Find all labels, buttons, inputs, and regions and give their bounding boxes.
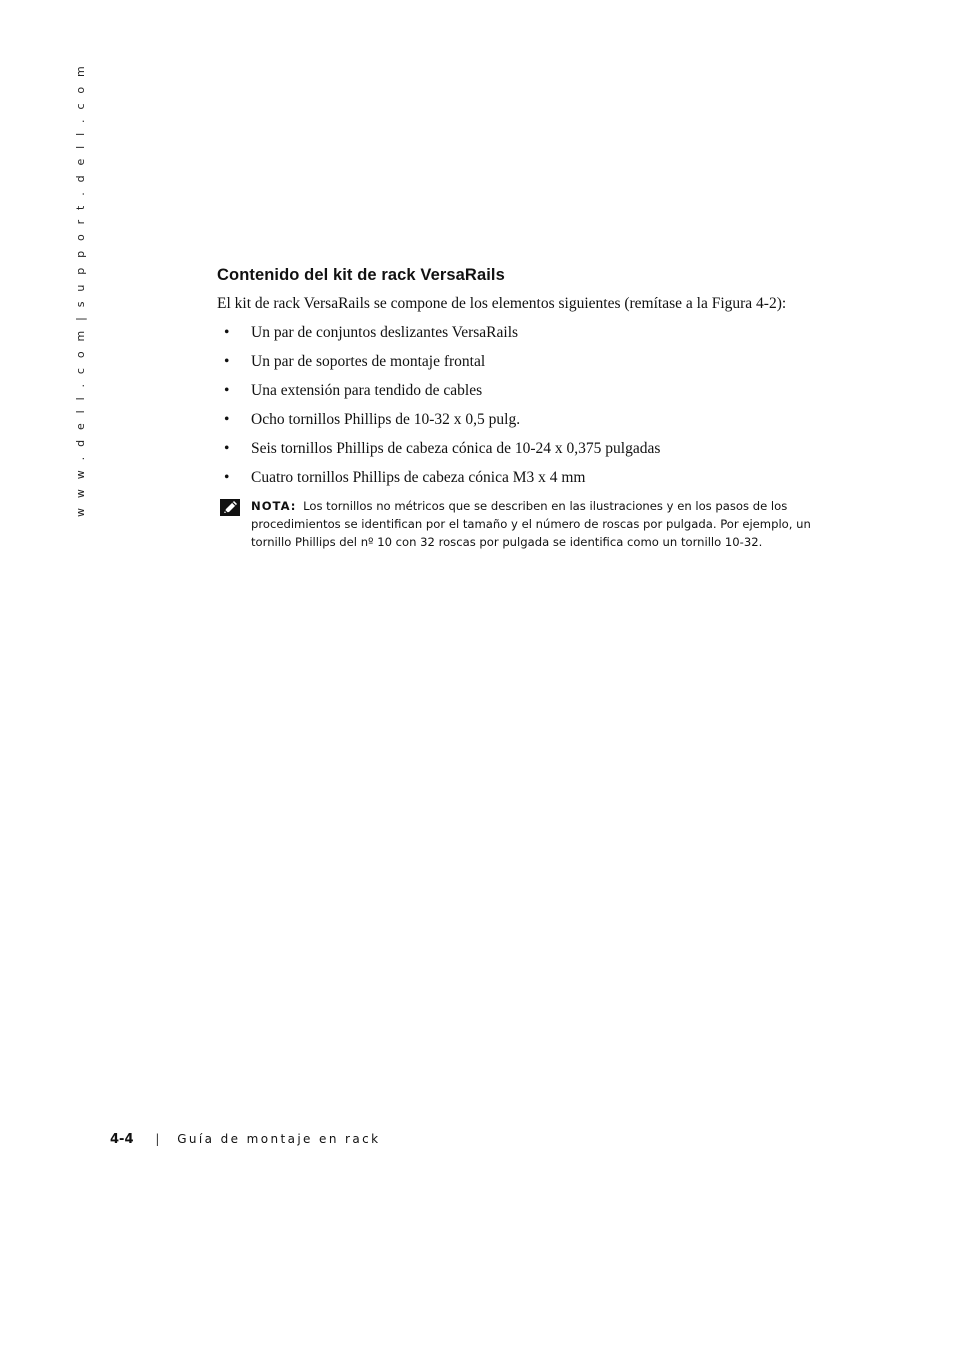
list-item-text: Un par de conjuntos deslizantes VersaRails bbox=[251, 324, 519, 341]
list-item-text: Una extensión para tendido de cables bbox=[251, 382, 483, 399]
note-text: Los tornillos no métricos que se describen en las ilustraciones y en los pasos de los procedimientos se identifican por el tamaño y el número de roscas por pulgada. Por ejemplo, un tornillo Phillips del nº 10 con 32 roscas por pulgada se identifica como un tornillo 10-32. bbox=[251, 499, 811, 549]
note-label: NOTA: bbox=[251, 499, 297, 513]
list-item-text: Cuatro tornillos Phillips de cabeza cónica M3 x 4 mm bbox=[251, 469, 586, 486]
list-item-text: Ocho tornillos Phillips de 10-32 x 0,5 pulg. bbox=[251, 411, 521, 428]
bullet-dot: • bbox=[224, 382, 230, 399]
footer-separator: | bbox=[155, 1132, 160, 1146]
side-url: w w w . d e l l . c o m | s u p p o r t . d e l l . c o m bbox=[74, 63, 87, 517]
list-item-text: Seis tornillos Phillips de cabeza cónica de 10-24 x 0,375 pulgadas bbox=[251, 440, 661, 457]
pencil-note-icon bbox=[220, 499, 240, 516]
list-item bbox=[217, 468, 827, 488]
main-content bbox=[217, 264, 827, 551]
note-block bbox=[217, 497, 826, 551]
bullet-dot: • bbox=[224, 324, 230, 341]
list-item bbox=[217, 352, 827, 372]
page-footer bbox=[110, 1129, 381, 1150]
list-item bbox=[217, 323, 827, 343]
intro-paragraph: El kit de rack VersaRails se compone de los elementos siguientes (remítase a la Figura 4-2): bbox=[217, 295, 787, 312]
kit-contents-list bbox=[217, 323, 827, 488]
page-number: 4-4 bbox=[110, 1132, 134, 1147]
section-title: Contenido del kit de rack VersaRails bbox=[217, 266, 505, 284]
bullet-dot: • bbox=[224, 411, 230, 428]
list-item bbox=[217, 410, 827, 430]
bullet-dot: • bbox=[224, 469, 230, 486]
list-item-text: Un par de soportes de montaje frontal bbox=[251, 353, 486, 370]
footer-title: Guía de montaje en rack bbox=[177, 1132, 381, 1146]
bullet-dot: • bbox=[224, 440, 230, 457]
list-item bbox=[217, 439, 827, 459]
bullet-dot: • bbox=[224, 353, 230, 370]
list-item bbox=[217, 381, 827, 401]
